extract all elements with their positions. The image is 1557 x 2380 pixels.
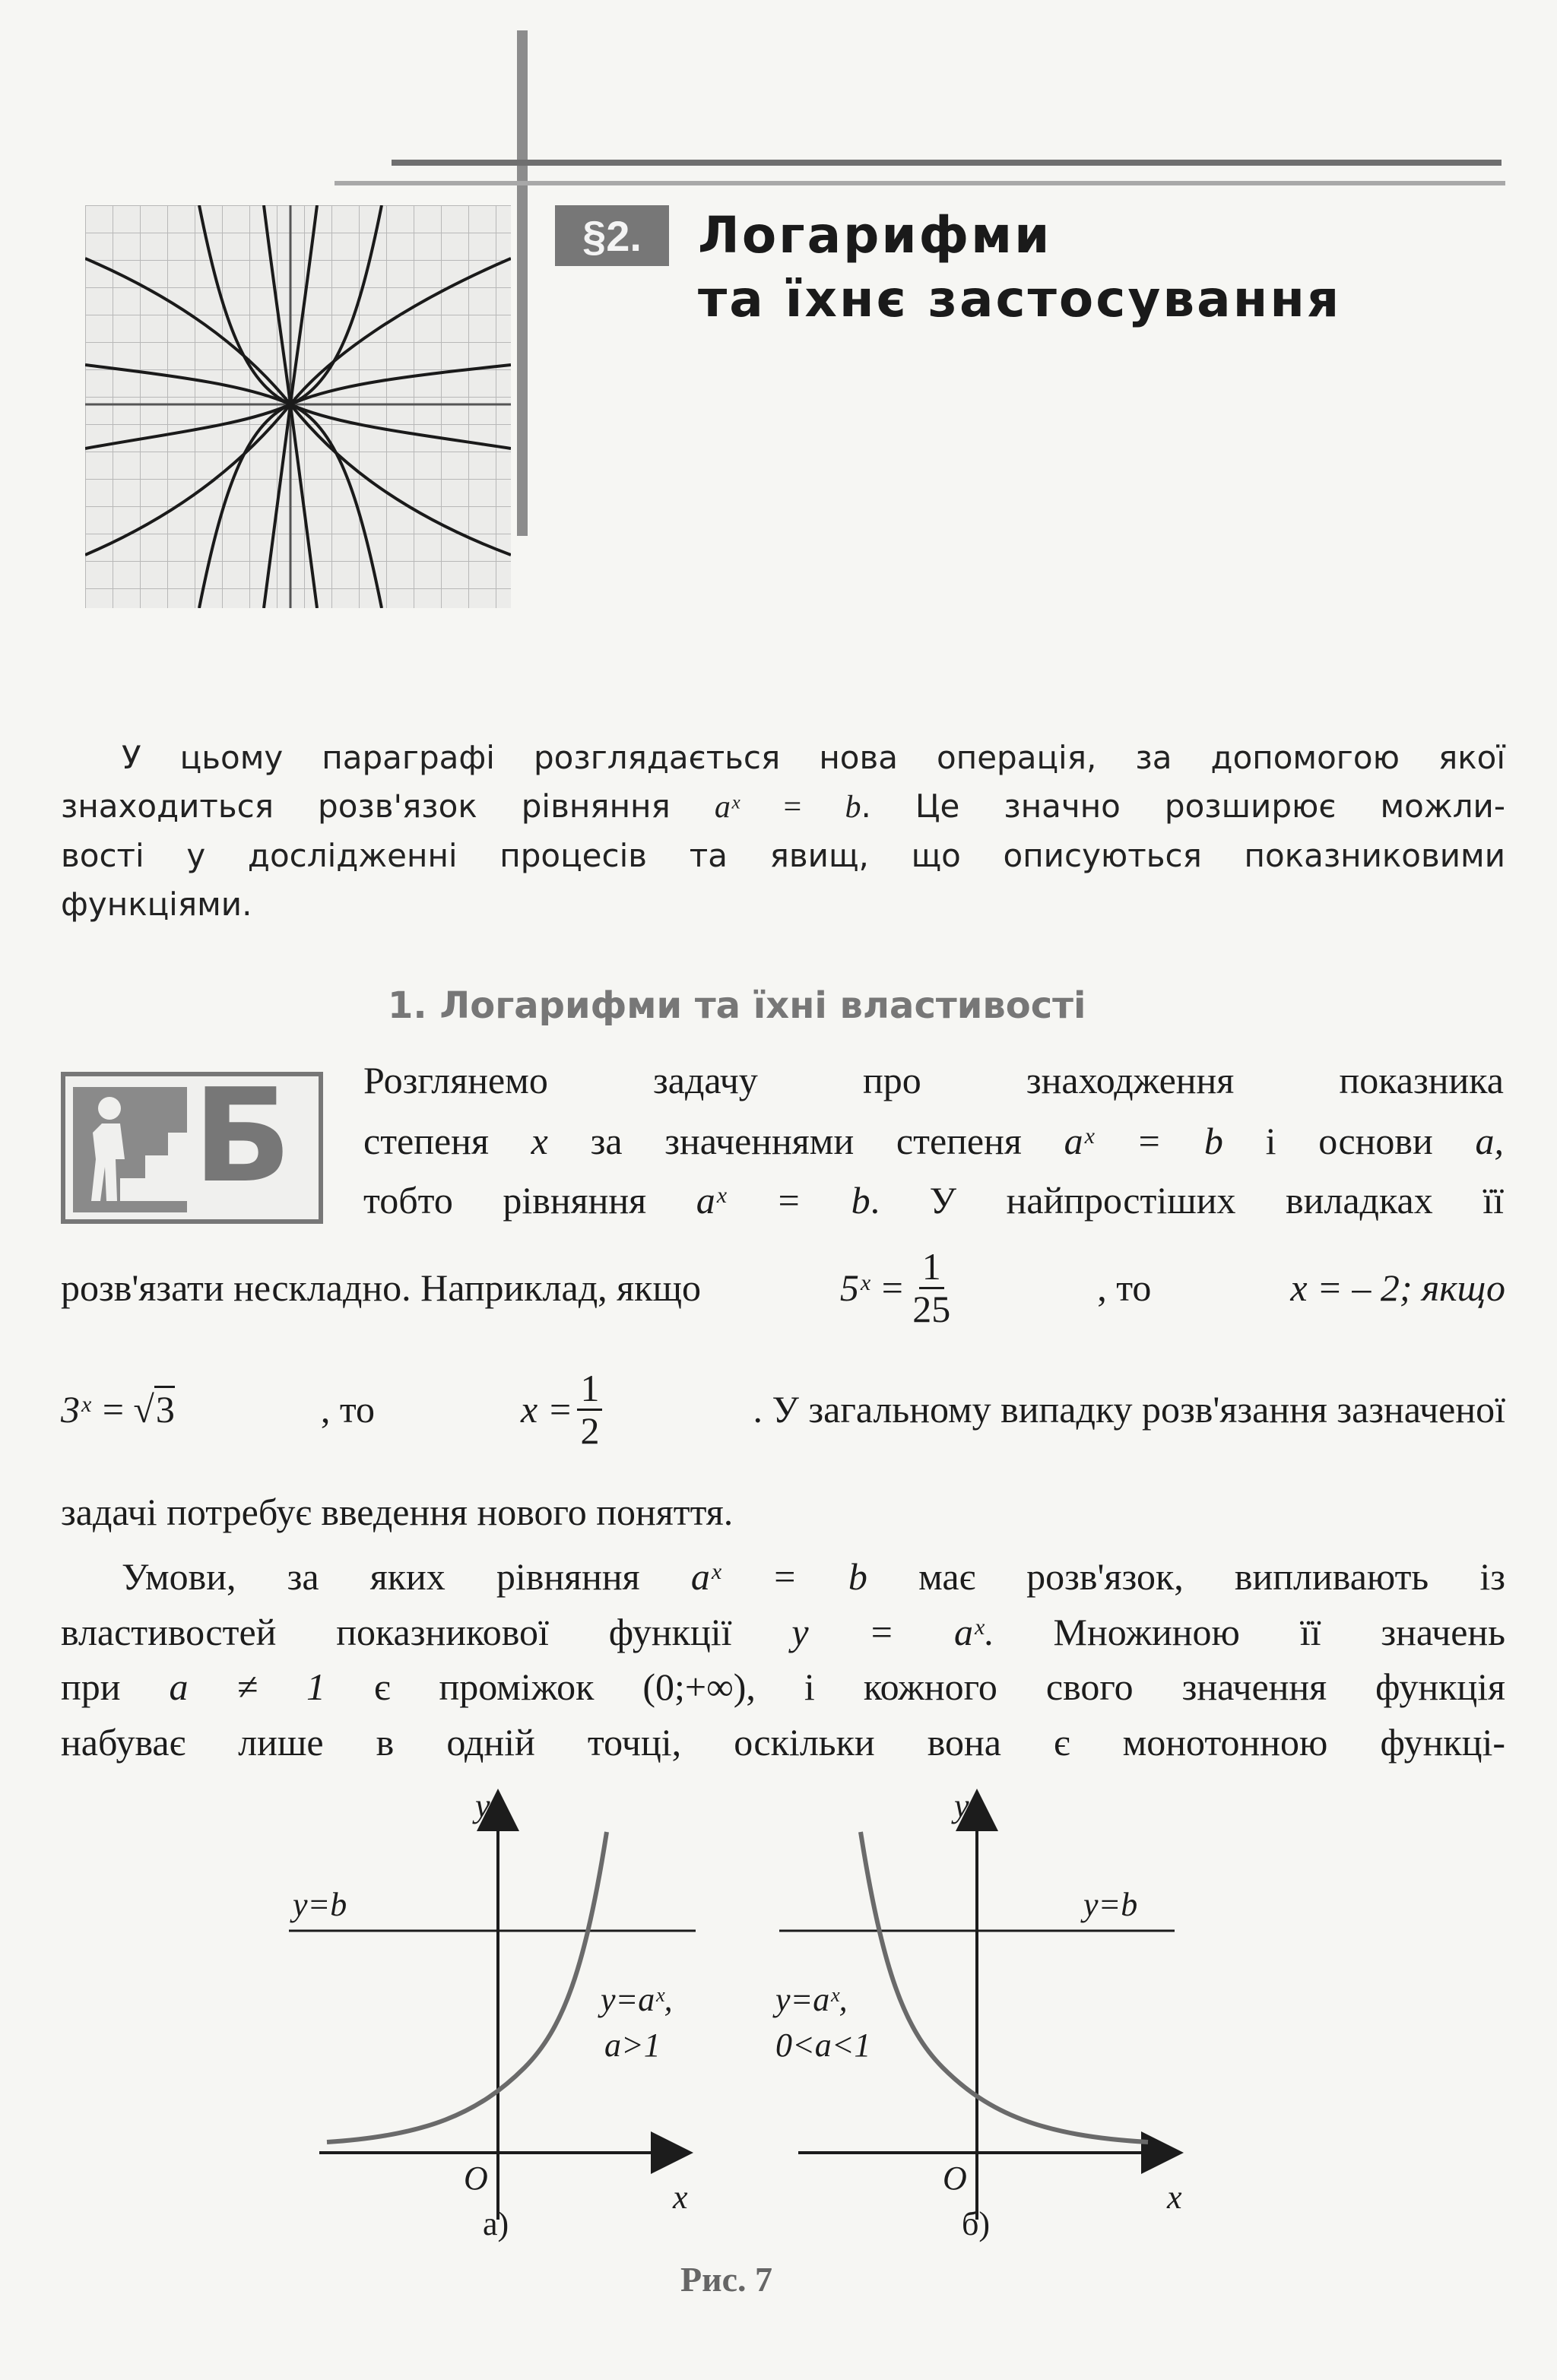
body-l5-eq-x: x = [521,1388,573,1431]
intro-line-4: функціями. [61,886,252,923]
intro-line-2 [61,782,1505,832]
level-b-letter: Б [193,1061,292,1212]
body-l9-equation: a ≠ 1 [169,1665,325,1708]
level-b-icon [61,1061,323,1224]
body-line-6: задачі потребує введення нового поняття. [61,1491,734,1533]
subsection-heading: 1. Логарифми та їхні властивості [388,984,1086,1027]
body-l5-b: , то [320,1388,376,1431]
origin-label: O [464,2160,488,2197]
intro-line-2-text: знаходиться розв'язок рівняння [61,788,671,825]
figure-7 [274,1779,1262,2250]
origin-label: O [943,2160,967,2197]
section-title-line-2: та їхнє застосування [698,270,1342,328]
panel-label: а) [483,2205,509,2242]
student-climbing-stairs-icon [73,1087,187,1212]
fraction-numerator: 1 [577,1368,602,1411]
body-l7-a: Умови, за яких рівняння [122,1555,640,1598]
intro-paragraph [61,734,1505,929]
body-l2-x: x [531,1120,548,1162]
decorative-curves-graph [85,205,511,608]
body-l3-b: . У найпростіших виладках її [870,1179,1505,1222]
body-l2-a: степеня [363,1120,489,1162]
section-number-badge: §2. [555,205,669,266]
exp-growth-curve [327,1832,607,2142]
header-vertical-rule [517,30,528,536]
sqrt-argument: 3 [154,1386,175,1431]
body-line-2 [363,1119,1504,1163]
header-rule-top [392,160,1502,166]
fraction-denominator: 2 [580,1409,600,1452]
fraction-numerator: 1 [919,1247,944,1289]
body-l4-equation [840,1247,958,1329]
body-l4-b: , то [1097,1266,1152,1309]
body-l3-equation: aˣ = b [696,1179,870,1222]
intro-line-3: вості у дослідженні процесів та явищ, що описуються показниковими [61,837,1505,874]
curve-label-2: 0<a<1 [775,2027,871,2064]
y-axis-label: y [475,1787,490,1824]
fraction-1-2 [577,1368,602,1450]
body-l2-c: і основи [1265,1120,1433,1162]
body-l5-eq-left: 3ˣ = [61,1388,126,1431]
body-line-7 [61,1554,1505,1599]
body-line-1: Розглянемо задачу про знаходження показника [363,1059,1504,1101]
line-label: y=b [1083,1886,1138,1923]
intro-line-1: У цьому параграфі розглядається нова операція, за допомогою якої [122,739,1505,776]
body-l9-a: при [61,1665,121,1708]
curve-label-2: a>1 [604,2027,661,2064]
body-l4-eq-left: 5ˣ = [839,1266,905,1309]
body-l8-equation: y = aˣ [791,1611,985,1653]
body-line-4 [61,1247,1505,1329]
exp-decay-curve [861,1832,1148,2142]
panel-label: б) [962,2205,991,2242]
curve-label-1: y=aˣ, [775,1981,848,2018]
body-l2-b: за значеннями степеня [590,1120,1022,1162]
body-line-3 [363,1178,1504,1222]
body-l8-b: . Множиною її значень [984,1611,1505,1653]
fraction-1-25 [909,1247,953,1329]
body-l5-equation-1 [61,1387,175,1431]
line-label: y=b [293,1886,347,1923]
x-axis-label: x [1167,2179,1182,2216]
section-title-line-1: Логарифми [698,206,1052,265]
body-line-9 [61,1665,1505,1709]
body-l2-d: a, [1475,1120,1504,1162]
body-l7-b: має розв'язок, випливають із [918,1555,1506,1598]
body-l5-equation-2 [521,1368,607,1450]
body-l9-b: є проміжок (0;+∞), і кожного свого значення функція [374,1665,1506,1708]
body-line-5 [61,1368,1505,1450]
header-rule-bottom [335,181,1505,185]
figure-caption: Рис. 7 [680,2260,773,2299]
body-l7-equation: aˣ = b [690,1555,867,1598]
body-l3-a: тобто рівняння [363,1179,647,1222]
x-axis-label: x [673,2179,688,2216]
body-line-10: набуває лише в одній точці, оскільки вона є монотонною функці- [61,1721,1505,1764]
curve-label-1: y=aˣ, [601,1981,673,2018]
sqrt-3: √3 [133,1387,174,1431]
figure-panel-b [772,1787,1182,2242]
figure-panel-a [289,1787,696,2242]
body-line-8 [61,1610,1505,1654]
body-l4-c: x = – 2; якщо [1290,1266,1505,1309]
body-l2-equation: aˣ = b [1064,1120,1223,1162]
fraction-denominator: 25 [912,1287,951,1330]
intro-equation: aˣ = b [714,790,861,825]
body-l5-d: . У загальному випадку розв'язання зазначеної [753,1388,1505,1431]
y-axis-label: y [954,1787,969,1824]
body-l4-a: розв'язати нескладно. Наприклад, якщо [61,1266,701,1309]
body-l8-a: властивостей показникової функції [61,1611,732,1653]
intro-line-2-tail: . Це значно розширює можли- [861,788,1505,825]
